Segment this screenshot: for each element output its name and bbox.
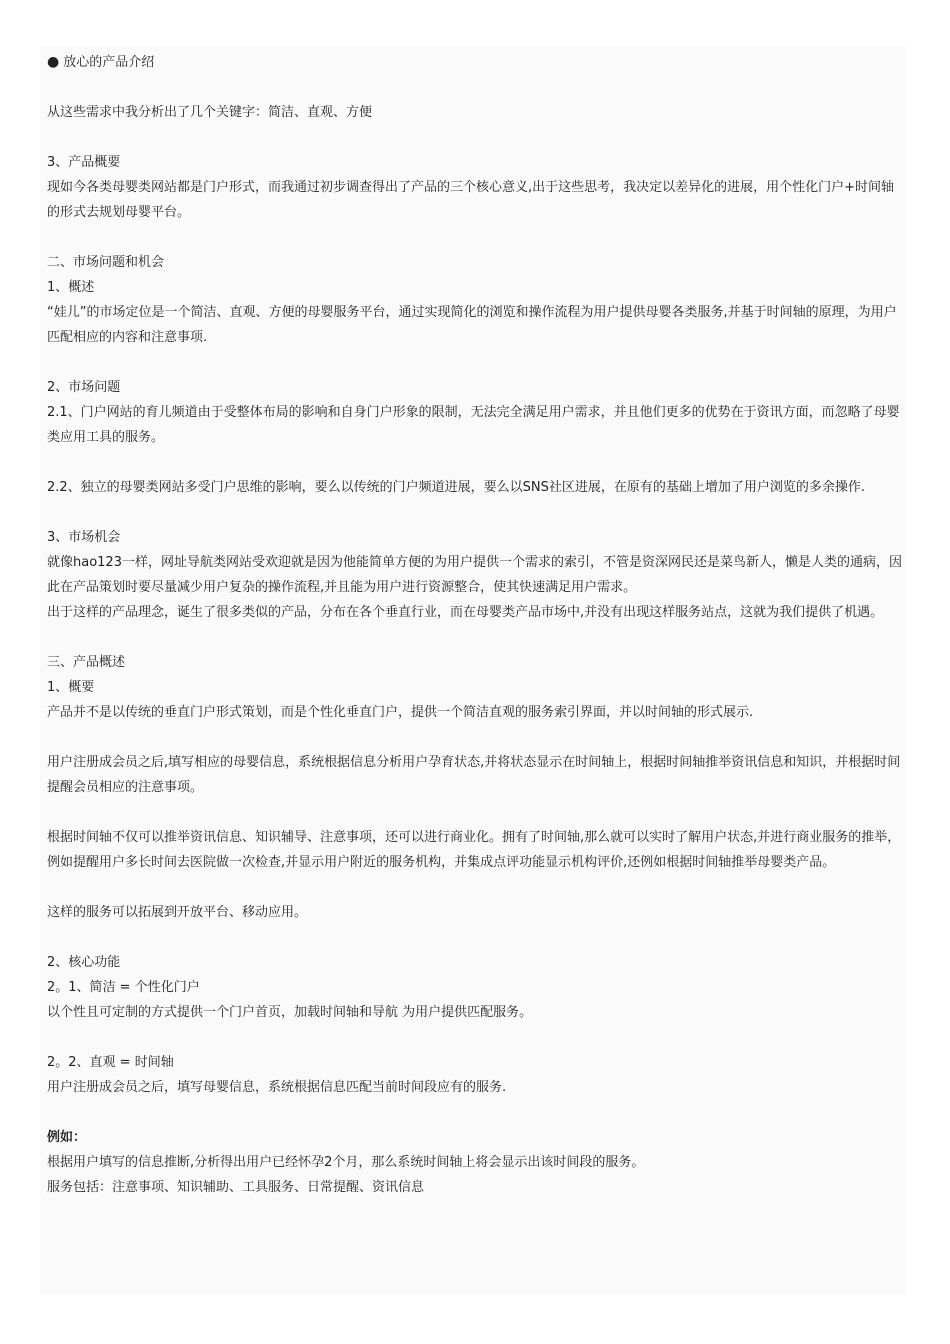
spacer bbox=[47, 225, 907, 250]
spacer bbox=[47, 350, 907, 375]
spacer bbox=[47, 125, 907, 150]
paragraph: 2.2、独立的母婴类网站多受门户思维的影响，要么以传统的门户频道进展，要么以SNS社区进展，在原有的基础上增加了用户浏览的多余操作. bbox=[47, 480, 866, 495]
paragraph: 从这些需求中我分析出了几个关键字：简洁、直观、方便 bbox=[47, 105, 373, 120]
spacer bbox=[47, 450, 907, 475]
paragraph: 用户注册成会员之后,填写相应的母婴信息，系统根据信息分析用户孕育状态,并将状态显示在时间轴上，根据时间轴推举资讯信息和知识，并根据时间提醒会员相应的注意事项。 bbox=[47, 755, 901, 795]
paragraph: 以个性且可定制的方式提供一个门户首页，加载时间轴和导航 为用户提供匹配服务。 bbox=[47, 1005, 533, 1020]
paragraph: 根据时间轴不仅可以推举资讯信息、知识辅导、注意事项，还可以进行商业化。拥有了时间轴,那么就可以实时了解用户状态,并进行商业服务的推举，例如提醒用户多长时间去医院做一次检查,并显示用户附近的服务机构，并集成点评功能显示机构评价,还例如根据时间轴推举母婴类产品。 bbox=[47, 830, 901, 870]
section-heading: 二、市场问题和机会 bbox=[47, 255, 165, 270]
subsection-heading: 2。1、简洁 = 个性化门户 bbox=[47, 980, 200, 995]
spacer bbox=[47, 725, 907, 750]
spacer bbox=[47, 800, 907, 825]
paragraph: 出于这样的产品理念，诞生了很多类似的产品，分布在各个垂直行业，而在母婴类产品市场中,并没有出现这样服务站点，这就为我们提供了机遇。 bbox=[47, 605, 884, 620]
spacer bbox=[47, 925, 907, 950]
paragraph: 现如今各类母婴类网站都是门户形式，而我通过初步调查得出了产品的三个核心意义,出于这些思考，我决定以差异化的进展，用个性化门户+时间轴的形式去规划母婴平台。 bbox=[47, 180, 895, 220]
section-heading: 3、产品概要 bbox=[47, 155, 121, 170]
bullet-line bbox=[47, 50, 907, 75]
document-body bbox=[47, 50, 907, 1200]
bullet-icon: ● bbox=[47, 54, 60, 70]
spacer bbox=[47, 625, 907, 650]
spacer bbox=[47, 1100, 907, 1125]
spacer bbox=[47, 1025, 907, 1050]
subsection-heading: 2。2、直观 = 时间轴 bbox=[47, 1055, 174, 1070]
paragraph: 产品并不是以传统的垂直门户形式策划，而是个性化垂直门户，提供一个简洁直观的服务索引界面，并以时间轴的形式展示. bbox=[47, 705, 754, 720]
paragraph: 就像hao123一样，网址导航类网站受欢迎就是因为他能简单方便的为用户提供一个需求的索引，不管是资深网民还是菜鸟新人，懒是人类的通病，因此在产品策划时要尽量减少用户复杂的操作流程,并且能为用户进行资源整合，使其快速满足用户需求。 bbox=[47, 555, 902, 595]
paragraph: 用户注册成会员之后，填写母婴信息，系统根据信息匹配当前时间段应有的服务. bbox=[47, 1080, 507, 1095]
subsection-heading: 2、核心功能 bbox=[47, 955, 121, 970]
subsection-heading: 2、市场问题 bbox=[47, 380, 121, 395]
subsection-heading: 3、市场机会 bbox=[47, 530, 121, 545]
paragraph: 服务包括：注意事项、知识辅助、工具服务、日常提醒、资讯信息 bbox=[47, 1180, 425, 1195]
paragraph: 根据用户填写的信息推断,分析得出用户已经怀孕2个月，那么系统时间轴上将会显示出该时间段的服务。 bbox=[47, 1155, 645, 1170]
subsection-heading: 1、概要 bbox=[47, 680, 95, 695]
bullet-text: 放心的产品介绍 bbox=[63, 55, 155, 70]
example-heading: 例如： bbox=[47, 1130, 87, 1145]
paragraph: “娃儿”的市场定位是一个简洁、直观、方便的母婴服务平台，通过实现简化的浏览和操作流程为用户提供母婴各类服务,并基于时间轴的原理，为用户匹配相应的内容和注意事项. bbox=[47, 305, 897, 345]
paragraph: 2.1、门户网站的育儿频道由于受整体布局的影响和自身门户形象的限制，无法完全满足用户需求，并且他们更多的优势在于资讯方面，而忽略了母婴类应用工具的服务。 bbox=[47, 405, 900, 445]
spacer bbox=[47, 875, 907, 900]
subsection-heading: 1、概述 bbox=[47, 280, 95, 295]
paragraph: 这样的服务可以拓展到开放平台、移动应用。 bbox=[47, 905, 308, 920]
spacer bbox=[47, 75, 907, 100]
section-heading: 三、产品概述 bbox=[47, 655, 126, 670]
spacer bbox=[47, 500, 907, 525]
